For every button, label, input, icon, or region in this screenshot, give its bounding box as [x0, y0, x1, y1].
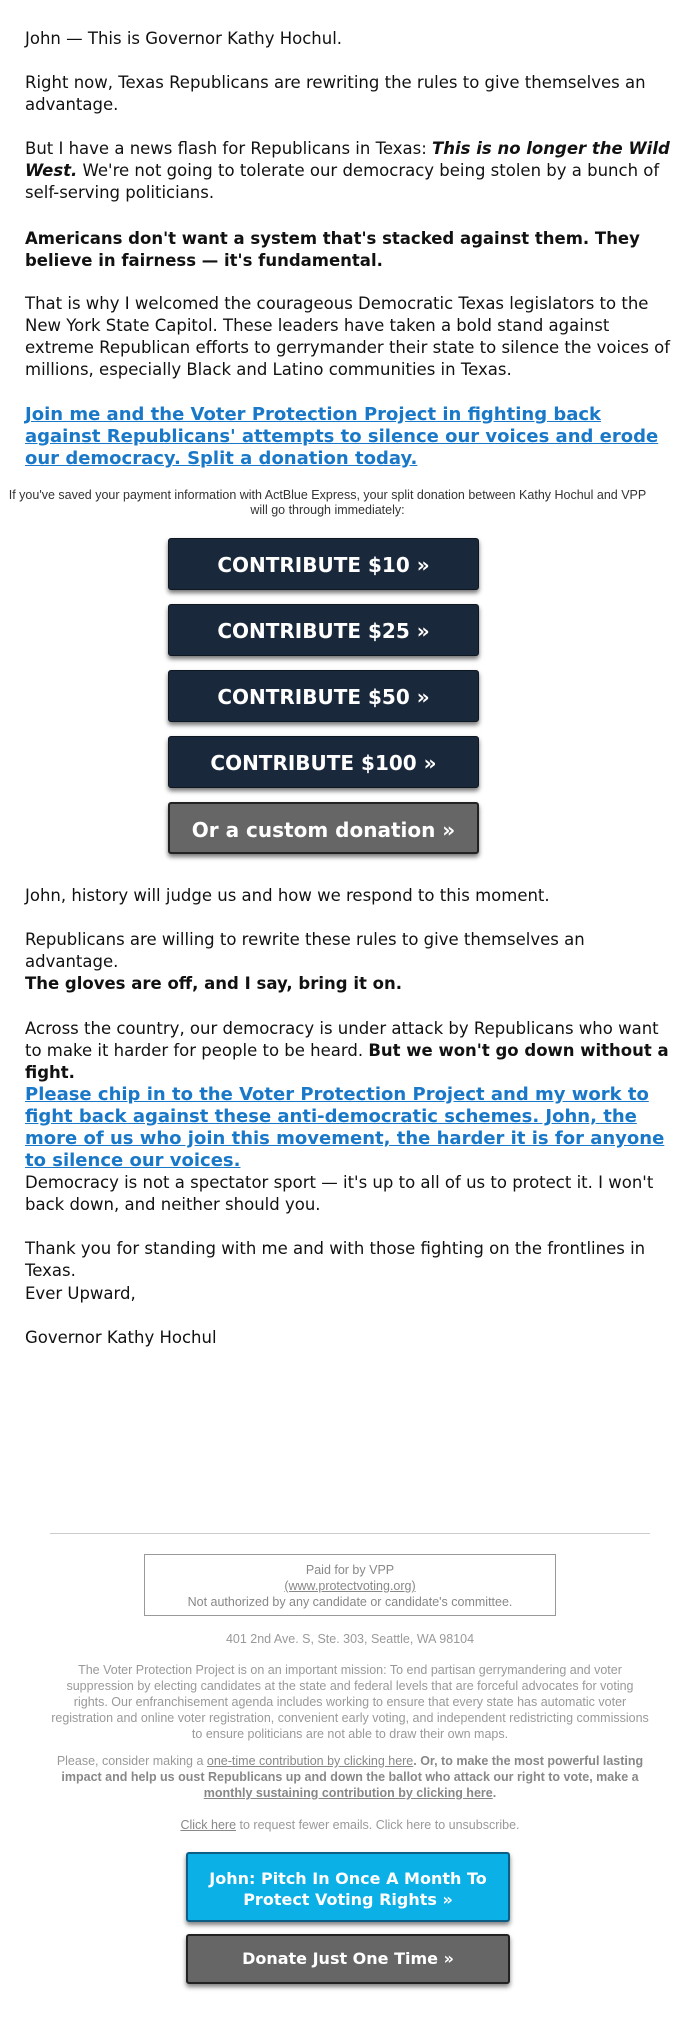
paragraph-gloves-off: The gloves are off, and I say, bring it on.	[25, 974, 402, 993]
paragraph-thank-you: Thank you for standing with me and with those fighting on the frontlines in Texas.	[25, 1239, 646, 1280]
custom-donation-button[interactable]: Or a custom donation »	[168, 802, 479, 854]
one-time-donation-button[interactable]: Donate Just One Time »	[186, 1934, 510, 1984]
attack-lead: Across the country, our democracy is under attack by Republicans who want to make it harder for people to be heard.	[25, 1019, 659, 1060]
contribute-25-button[interactable]: CONTRIBUTE $25 »	[168, 604, 479, 656]
paid-for-box	[144, 1554, 556, 1616]
contribute-10-button[interactable]: CONTRIBUTE $10 »	[168, 538, 479, 590]
paragraph-legislators: That is why I welcomed the courageous Democratic Texas legislators to the New York State Capitol. These leaders have taken a bold stand against extreme Republican efforts to gerrymander their state to silence the voices of millions, especially Black and Latino communities in Texas.	[25, 294, 671, 379]
footer-divider	[50, 1533, 650, 1534]
actblue-express-note: If you've saved your payment information with ActBlue Express, your split donation between Kathy Hochul and VPP will go through immediately:	[8, 488, 647, 517]
wont-go-down-emphasis: But we won't go down without a fight.	[25, 1041, 669, 1082]
paragraph-spectator-sport: Democracy is not a spectator sport — it's up to all of us to protect it. I won't back down, and neither should you.	[25, 1173, 654, 1214]
contribute-50-button[interactable]: CONTRIBUTE $50 »	[168, 670, 479, 722]
paragraph-news-flash	[25, 138, 680, 204]
paid-by: Paid for by VPP	[305, 1563, 395, 1577]
contribution-prompt	[50, 1753, 650, 1801]
fewer-emails-link[interactable]: Click here	[180, 1818, 237, 1832]
one-time-contribution-link[interactable]: one-time contribution by clicking here	[206, 1754, 414, 1768]
signature: Governor Kathy Hochul	[25, 1328, 217, 1347]
news-flash-lead: But I have a news flash for Republicans in Texas:	[25, 139, 432, 158]
consider-lead: Please, consider making a	[56, 1754, 207, 1768]
split-donation-link[interactable]: Join me and the Voter Protection Project in fighting back against Republicans' attempts to silence our voices and erode our democracy. Split a donation today.	[25, 404, 659, 469]
news-flash-rest: We're not going to tolerate our democracy being stolen by a bunch of self-serving politicians.	[25, 161, 660, 202]
monthly-contribution-link[interactable]: monthly sustaining contribution by clicking here	[203, 1786, 493, 1800]
signoff: Ever Upward,	[25, 1284, 136, 1303]
paragraph-fairness: Americans don't want a system that's stacked against them. They believe in fairness — it's fundamental.	[25, 229, 640, 270]
greeting: John — This is Governor Kathy Hochul.	[25, 29, 343, 48]
wild-west-emphasis: This is no longer the Wild West.	[25, 139, 670, 180]
mailing-address: 401 2nd Ave. S, Ste. 303, Seattle, WA 98104	[225, 1632, 475, 1646]
paragraph-history: John, history will judge us and how we respond to this moment.	[25, 886, 550, 905]
mission-statement: The Voter Protection Project is on an important mission: To end partisan gerrymandering and voter suppression by electing candidates at the state and federal levels that are forceful advocates for voting rights. Our enfranchisement agenda includes working to ensure that every state has automatic voter registration and online voter registration, convenient early voting, and independent redistricting commissions to ensure politicians are not able to draw their own maps.	[51, 1663, 649, 1741]
paragraph-attack	[25, 1018, 680, 1084]
paragraph-rewrite-rules: Republicans are willing to rewrite these rules to give themselves an advantage.	[25, 930, 585, 971]
unsubscribe-text[interactable]: to request fewer emails. Click here to unsubscribe.	[236, 1818, 520, 1832]
chip-in-link[interactable]: Please chip in to the Voter Protection Project and my work to fight back against these anti-democratic schemes. John, the more of us who join this movement, the harder it is for anyone to silence our voices.	[25, 1084, 665, 1171]
not-authorized: Not authorized by any candidate or candidate's committee.	[187, 1595, 513, 1609]
contribute-100-button[interactable]: CONTRIBUTE $100 »	[168, 736, 479, 788]
paragraph-texas-rules: Right now, Texas Republicans are rewriting the rules to give themselves an advantage.	[25, 73, 646, 114]
website-link[interactable]: (www.protectvoting.org)	[284, 1579, 416, 1593]
monthly-donation-button[interactable]: John: Pitch In Once A Month To Protect Voting Rights »	[186, 1852, 510, 1922]
consider-mid: . Or, to make the most powerful lasting impact and help us oust Republicans up and down the ballot who attack our right to vote, make a	[61, 1754, 644, 1784]
consider-end: .	[492, 1786, 497, 1800]
email-preferences	[50, 1817, 650, 1833]
